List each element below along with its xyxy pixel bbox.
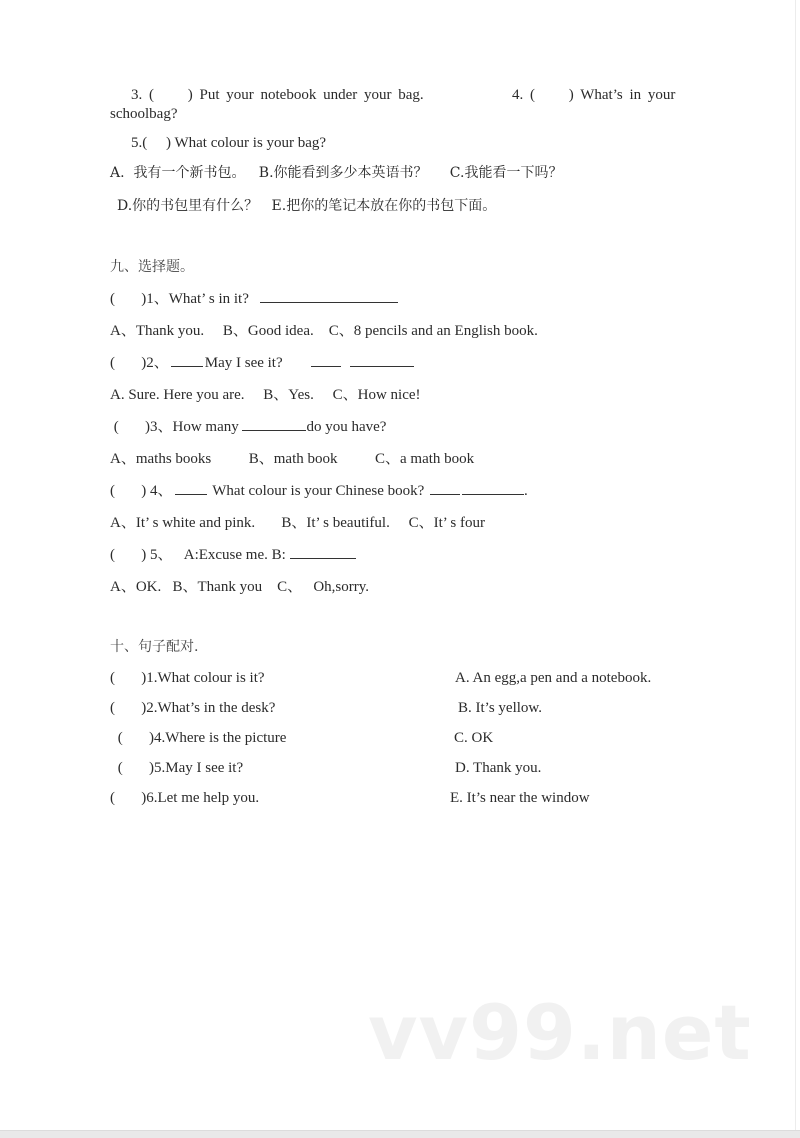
dash <box>311 357 341 367</box>
answer-blank <box>350 354 414 367</box>
question-9-2 <box>110 354 414 372</box>
dash <box>175 485 207 495</box>
match-left-3: ( )4.Where is the picture <box>114 730 287 746</box>
dash <box>430 485 460 495</box>
question-8-3: 3. ( ) Put your notebook under your bag. <box>131 87 424 103</box>
question-text: ( )1、What’ s in it? <box>110 291 249 307</box>
question-text: May I see it? <box>204 355 283 371</box>
question-prefix: ( ) 4、 <box>110 483 173 499</box>
answer-blank <box>260 290 398 303</box>
match-left-1: ( )1.What colour is it? <box>110 670 265 686</box>
options-9-3: A、maths books B、math book C、a math book <box>110 451 475 467</box>
question-9-4 <box>110 482 528 500</box>
question-8-4: 4. ( ) What’s in your <box>512 87 676 103</box>
question-prefix: ( )3、How many <box>110 419 243 435</box>
question-8-5: 5.( ) What colour is your bag? <box>131 135 327 151</box>
question-text: ( ) 5、 A:Excuse me. B: <box>110 547 290 563</box>
dash <box>171 357 203 367</box>
answer-blank <box>242 418 306 431</box>
section-9-heading: 九、选择题。 <box>110 259 194 275</box>
match-right-d: D. Thank you. <box>455 760 542 776</box>
options-9-1: A、Thank you. B、Good idea. C、8 pencils and an English book. <box>110 323 538 339</box>
match-left-4: ( )5.May I see it? <box>114 760 244 776</box>
question-text: do you have? <box>306 419 387 435</box>
answer-blank <box>290 546 356 559</box>
question-9-1 <box>110 290 398 308</box>
match-right-b: B. It’s yellow. <box>458 700 543 716</box>
options-9-2: A. Sure. Here you are. B、Yes. C、How nice! <box>110 387 421 403</box>
watermark: vv99.net <box>368 988 752 1077</box>
match-left-5: ( )6.Let me help you. <box>110 790 260 806</box>
match-right-e: E. It’s near the window <box>450 790 590 806</box>
options-8-row2: D.你的书包里有什么？ E.把你的笔记本放在你的书包下面。 <box>117 198 497 214</box>
match-left-2: ( )2.What’s in the desk? <box>110 700 276 716</box>
match-right-a: A. An egg,a pen and a notebook. <box>455 670 652 686</box>
question-end: . <box>524 483 528 499</box>
match-right-c: C. OK <box>454 730 494 746</box>
options-9-5: A、OK. B、Thank you C、 Oh,sorry. <box>110 579 370 595</box>
options-8-row1: A. 我有一个新书包。 B.你能看到多少本英语书？ C.我能看一下吗？ <box>110 165 563 181</box>
question-9-5 <box>110 546 356 564</box>
options-9-4: A、It’ s white and pink. B、It’ s beautiful. C、It’ s four <box>110 515 485 531</box>
question-8-4-cont: schoolbag? <box>110 106 178 122</box>
answer-blank <box>462 482 524 495</box>
question-text: What colour is your Chinese book? <box>208 483 429 499</box>
question-9-3 <box>110 418 386 436</box>
section-10-heading: 十、句子配对. <box>110 639 199 655</box>
question-prefix: ( )2、 <box>110 355 169 371</box>
